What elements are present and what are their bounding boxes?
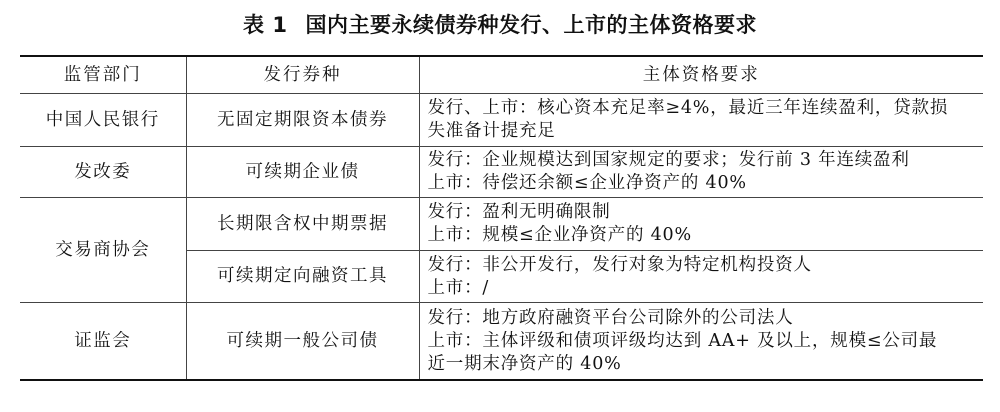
bond-type-cell: 无固定期限资本债券	[186, 94, 419, 147]
requirement-line: 上市：/	[427, 277, 490, 298]
table-title-text: 国内主要永续债券种发行、上市的主体资格要求	[305, 13, 757, 37]
table-row	[20, 94, 983, 147]
regulator-cell: 证监会	[20, 303, 186, 381]
table-row	[20, 147, 983, 198]
requirements-cell	[419, 94, 983, 147]
requirement-line: 近一期末净资产的 40%	[427, 353, 622, 374]
bond-type-cell: 长期限含权中期票据	[186, 198, 419, 251]
bond-type-cell: 可续期一般公司债	[186, 303, 419, 381]
requirements-cell	[419, 147, 983, 198]
table-header-row	[20, 56, 983, 94]
requirement-line: 发行：盈利无明确限制	[427, 202, 611, 222]
table-row	[20, 303, 983, 381]
table-number: 表 1	[243, 13, 288, 37]
bond-type-cell: 可续期企业债	[186, 147, 419, 198]
table-row	[20, 198, 983, 251]
requirement-line: 发行、上市：核心资本充足率≥4%，最近三年连续盈利，贷款损	[427, 98, 949, 118]
requirements-cell	[419, 303, 983, 381]
requirements-cell	[419, 251, 983, 303]
regulator-cell: 交易商协会	[20, 198, 186, 303]
table-title	[0, 10, 1000, 40]
regulator-cell: 中国人民银行	[20, 94, 186, 147]
bond-type-cell: 可续期定向融资工具	[186, 251, 419, 303]
header-bond-type: 发行券种	[186, 56, 419, 94]
requirement-line: 上市：主体评级和债项评级均达到 AA+ 及以上，规模≤公司最	[427, 330, 938, 351]
requirements-table	[20, 55, 983, 381]
header-regulator: 监管部门	[20, 56, 186, 94]
requirements-cell	[419, 198, 983, 251]
requirement-line: 上市：规模≤企业净资产的 40%	[427, 225, 692, 245]
requirement-line: 发行：企业规模达到国家规定的要求；发行前 3 年连续盈利	[427, 150, 910, 170]
requirement-line: 失准备计提充足	[427, 121, 556, 141]
regulator-cell: 发改委	[20, 147, 186, 198]
header-requirements: 主体资格要求	[419, 56, 983, 94]
requirement-line: 发行：非公开发行，发行对象为特定机构投资人	[427, 254, 812, 275]
requirement-line: 上市：待偿还余额≤企业净资产的 40%	[427, 173, 747, 193]
requirement-line: 发行：地方政府融资平台公司除外的公司法人	[427, 307, 794, 328]
